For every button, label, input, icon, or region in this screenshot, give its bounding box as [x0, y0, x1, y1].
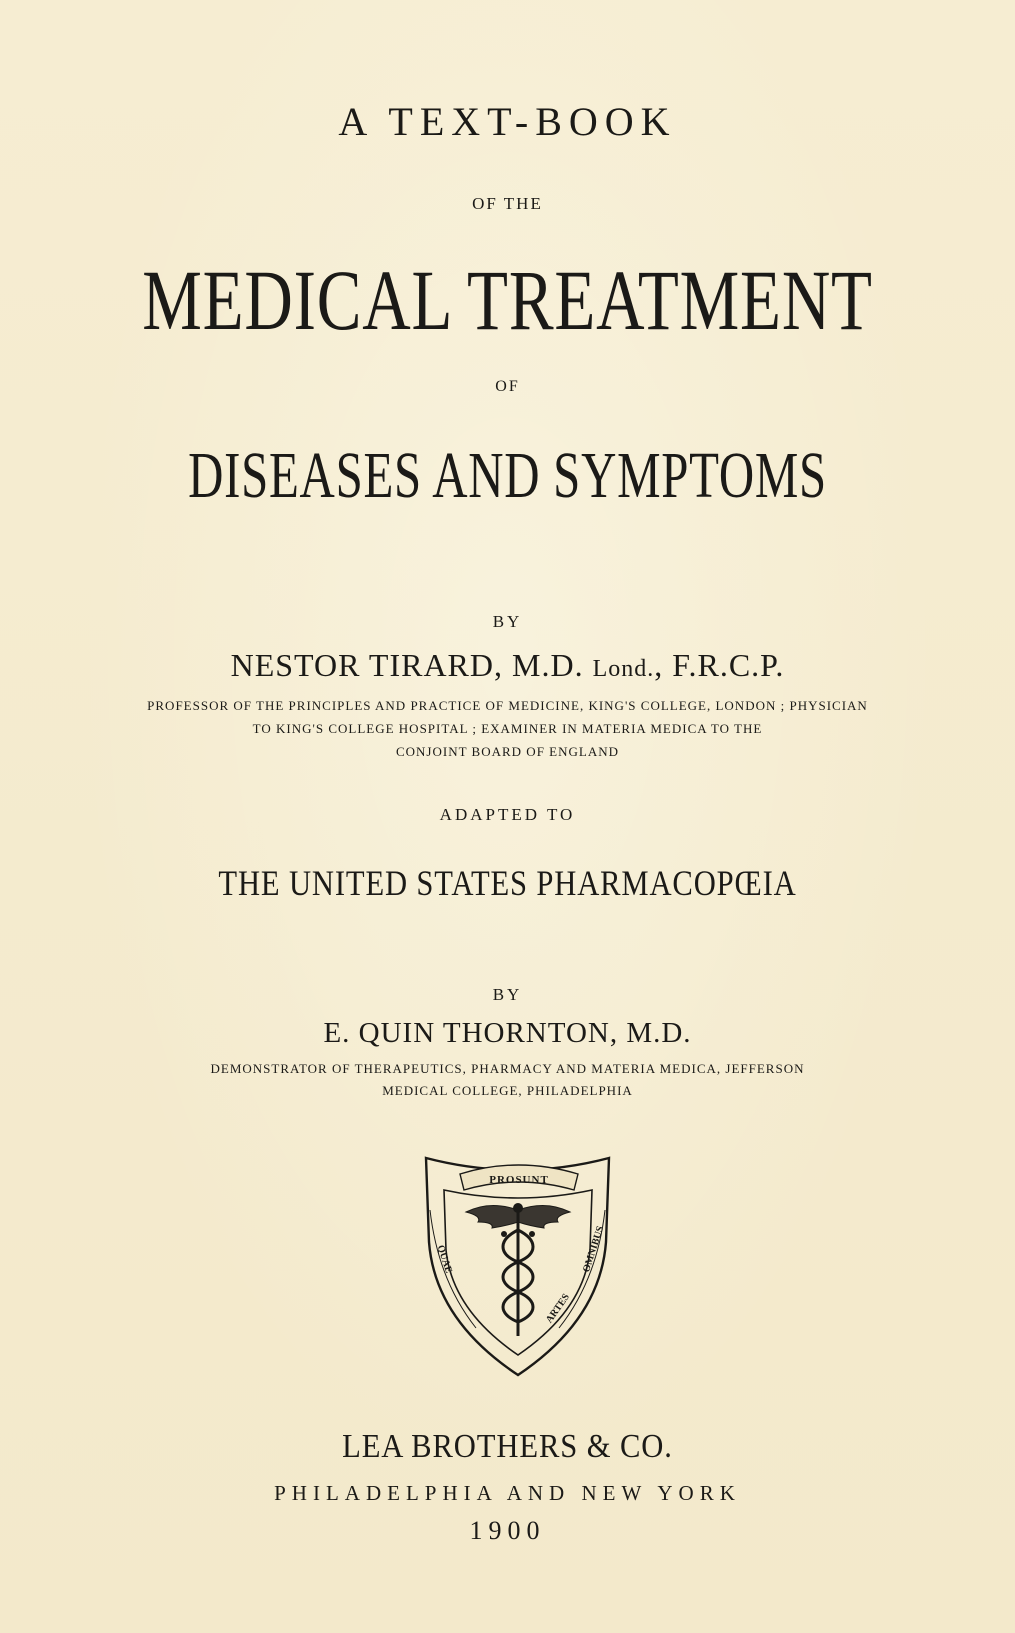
- author-2-credential-line: MEDICAL COLLEGE, PHILADELPHIA: [382, 1083, 633, 1098]
- publisher-cities: PHILADELPHIA AND NEW YORK: [274, 1481, 741, 1505]
- author-1-credential-line: CONJOINT BOARD OF ENGLAND: [395, 744, 619, 759]
- adapted-to-label: ADAPTED TO: [439, 805, 576, 824]
- author-1-name: NESTOR TIRARD, M.D.: [230, 647, 584, 683]
- author-1-credential-line: TO KING'S COLLEGE HOSPITAL ; EXAMINER IN MATERIA MEDICA TO THE: [252, 721, 763, 736]
- main-title: MEDICAL TREATMENT: [142, 252, 873, 348]
- author-1-credential-line: PROFESSOR OF THE PRINCIPLES AND PRACTICE OF MEDICINE, KING'S COLLEGE, LONDON ; PHYSICIAN: [147, 698, 868, 713]
- of-connector: OF: [495, 378, 520, 395]
- subtitle: DISEASES AND SYMPTOMS: [188, 439, 827, 512]
- publisher-name: LEA BROTHERS & CO.: [342, 1428, 673, 1465]
- seal-motto-right: OMNIBUS: [581, 1224, 607, 1274]
- author-2-name: E. QUIN THORNTON, M.D.: [323, 1017, 692, 1049]
- author-2-credential-line: DEMONSTRATOR OF THERAPEUTICS, PHARMACY AND MATERIA MEDICA, JEFFERSON: [210, 1061, 805, 1076]
- seal-motto-top: PROSUNT: [489, 1174, 549, 1186]
- by-label-1: BY: [492, 612, 523, 631]
- of-the-connector: OF THE: [472, 194, 543, 213]
- seal-motto-bottom: ARTES: [543, 1291, 572, 1326]
- author-1: [0, 647, 1015, 684]
- by-label-2: BY: [492, 985, 523, 1004]
- caduceus-shield-icon: [420, 1150, 615, 1380]
- publication-year: 1900: [469, 1516, 546, 1545]
- author-1-frcp: , F.R.C.P.: [654, 647, 785, 683]
- seal-motto-left: QUAE: [434, 1243, 455, 1275]
- author-1-lond: Lond.: [592, 656, 655, 682]
- pharmacopoeia-title: THE UNITED STATES PHARMACOPŒIA: [218, 863, 797, 903]
- book-type-heading: A TEXT-BOOK: [338, 99, 677, 144]
